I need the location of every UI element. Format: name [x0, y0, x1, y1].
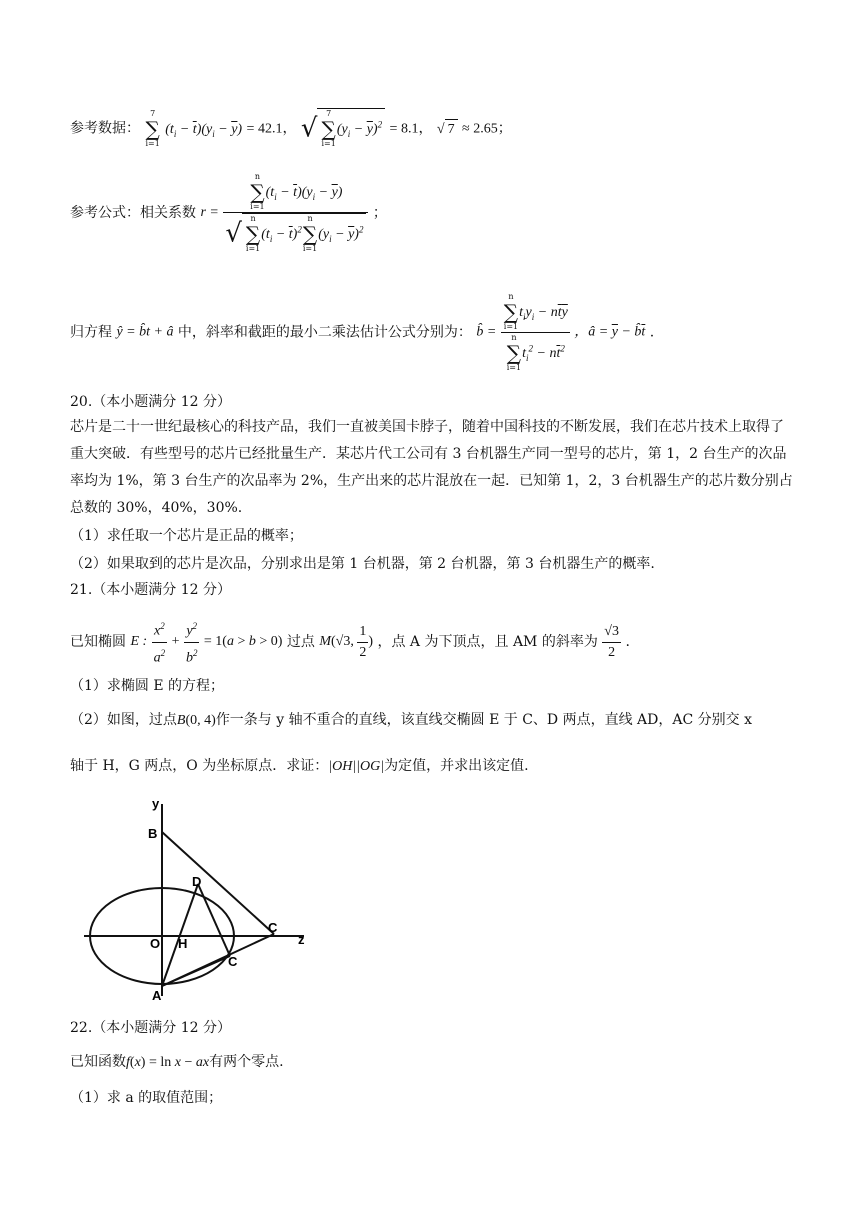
- figure-label-B: B: [148, 826, 158, 841]
- regression-tail: .: [649, 324, 655, 341]
- figure-label-y: y: [152, 796, 160, 811]
- figure-label-D: D: [192, 874, 202, 889]
- q20-part2: （2）如果取到的芯片是次品，分别求出是第 1 台机器，第 2 台机器，第 3 台机器生产的概率.: [70, 556, 655, 572]
- figure-label-z: z: [298, 932, 305, 947]
- q22-stem-b: 有两个零点.: [209, 1054, 284, 1070]
- q22-stem: 已知函数f(x) = ln x − ax有两个零点.: [70, 1054, 284, 1070]
- ref-value-1: = 42.1，: [246, 121, 297, 137]
- q20-title: 20.（本小题满分 12 分）: [70, 394, 231, 410]
- q21-part1: （1）求椭圆 E 的方程；: [70, 678, 225, 694]
- reference-formula-tail: ；: [372, 205, 387, 221]
- q21-part2: （2）如图，过点B(0, 4)作一条与 y 轴不重合的直线，该直线交椭圆 E 于 C、D 两点，直线 AD，AC 分别交 x: [70, 712, 752, 728]
- q21-stem-b: 过点: [286, 634, 315, 651]
- q22-part1: （1）求 a 的取值范围；: [70, 1090, 223, 1106]
- q21-part2-cont: 轴于 H，G 两点，O 为坐标原点．求证：|OH||OG|为定值，并求出该定值.: [70, 758, 529, 774]
- figure-label-O: O: [150, 936, 161, 951]
- figure-label-H: H: [178, 936, 188, 951]
- q21-title: 21.（本小题满分 12 分）: [70, 582, 231, 598]
- q22-title: 22.（本小题满分 12 分）: [70, 1020, 231, 1036]
- regression-line: 归方程 ŷ = b̂t + â 中，斜率和截距的最小二乘法估计公式分别为： b̂ = n ∑ i=1 $t_iy_i - n\overline{t}\overline{y}$ n ∑ i=1 $t_i^2 - n\overline{t}^2$ ，â = $\overline{y}$ − $b̂\overline{t}$ .: [70, 292, 655, 372]
- regression-mid: 中，斜率和截距的最小二乘法估计公式分别为：: [177, 324, 472, 341]
- ref-value-2: = 8.1，: [389, 121, 433, 137]
- reference-data-label: 参考数据：: [70, 120, 140, 137]
- q21-part2-a: （2）如图，过点: [70, 712, 177, 728]
- figure-label-A: A: [152, 988, 162, 1003]
- q20-body: 芯片是二十一世纪最核心的科技产品，我们一直被美国卡脖子，随着中国科技的不断发展，我们在芯片技术上取得了重大突破．有些型号的芯片已经批量生产．某芯片代工公司有 3 台机器生产同一型号的芯片，第 1，2 台生产的次品率均为 1%，第 3 台生产的次品率为 2%，生产出来的芯片混放在一起．已知第 1，2，3 台机器生产的芯片数分别占总数的 30%，40%，30%.: [70, 419, 793, 516]
- q21-part2-d: 为定值，并求出该定值.: [384, 758, 529, 774]
- slope-fraction: n ∑ i=1 $t_iy_i - n\overline{t}\overline{y}$ n ∑ i=1 $t_i^2 - n\overline{t}^2$: [501, 292, 570, 373]
- reference-formula-line: 参考公式：相关系数 r = n ∑ i=1 $(t_i - \overline{t})(y_i - \overline{y})$ √ n ∑ i=1 $(t_i - \overline{t})^2$ n ∑ i=1 $(y_i - \overline{y})^2$ ；: [70, 172, 387, 253]
- q21-stem-d: .: [625, 634, 630, 651]
- q22-stem-a: 已知函数: [70, 1054, 126, 1070]
- q21-part2-b: 作一条与 y 轴不重合的直线，该直线交椭圆 E 于 C、D 两点，直线 AD，AC 分别交 x: [215, 712, 752, 728]
- figure-label-C-axis: C: [268, 920, 278, 935]
- ref-value-3: ≈ 2.65；: [462, 121, 512, 137]
- q21-stem-a: 已知椭圆: [70, 634, 126, 651]
- ellipse-figure: [78, 796, 318, 1006]
- figure-label-C-lower: C: [228, 954, 238, 969]
- q21-stem: 已知椭圆 E : $\frac{x^2}{a^2}$ + $\frac{y^2}{b^2}$ = 1(a > b > 0) 过点 M(√3, $\frac{1}{2}$ ) ，点 A 为下顶点，且 AM 的斜率为 $\frac{√3}{2}$ .: [70, 616, 630, 668]
- reference-data-line: 参考数据： 7 ∑ i=1 $(t_i - \overline{t})(y_i - \overline{y}) = 42.1$， √ 7 ∑ i=1 $(y_i - \overline{y})^2 = 8.1$， √ 7 ≈ 2.65；: [70, 108, 512, 148]
- reference-formula-label: 参考公式：相关系数: [70, 205, 196, 221]
- q20-part1: （1）求任取一个芯片是正品的概率；: [70, 528, 303, 544]
- correlation-fraction: n ∑ i=1 $(t_i - \overline{t})(y_i - \overline{y})$ √ n ∑ i=1 $(t_i - \overline{t})^2$ n ∑ i=1 $(y_i - \overline{y})^2$: [223, 172, 368, 254]
- sum-symbol: 7 ∑ i=1: [145, 108, 160, 148]
- regression-lead: 归方程: [70, 324, 112, 341]
- q21-part2-c: 轴于 H，G 两点，O 为坐标原点．求证：: [70, 758, 329, 774]
- q21-stem-c: ，点 A 为下顶点，且 AM 的斜率为: [377, 634, 598, 651]
